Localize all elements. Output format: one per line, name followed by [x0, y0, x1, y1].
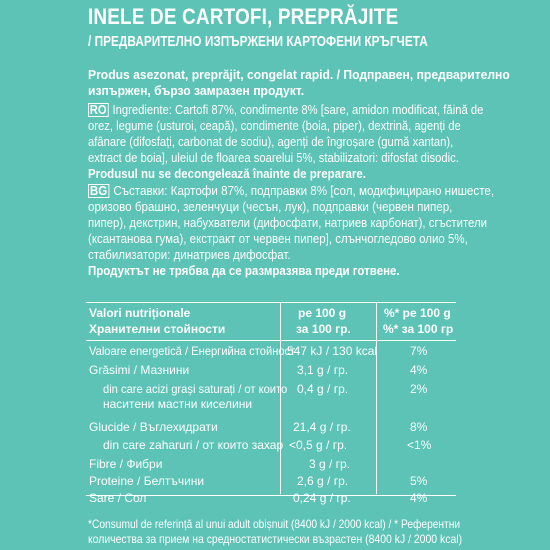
nutrient-value: 3 g / гр.: [309, 457, 351, 471]
nutrient-name-continued: наситени мастни киселини: [103, 397, 253, 411]
nutrient-percent: 2%: [410, 382, 428, 396]
nutrient-percent: 4%: [410, 363, 428, 377]
bg-ingredients-line: стабилизатори: динатриев дифосфат.: [88, 248, 291, 262]
ro-ingredients: [88, 102, 522, 182]
nutrient-value: 547 kJ / 130 kcal: [287, 344, 378, 358]
per-100g-header-ro: pe 100 g: [298, 306, 347, 320]
nutrient-name: Valoare energetică / Енергийна стойност: [89, 344, 296, 358]
nutrient-value: 21,4 g / гр.: [293, 420, 351, 434]
bg-ingredients: [88, 183, 522, 279]
bg-ingredients-line: (ксантанова гума), екстракт от червен пипер], слънчогледово олио 5%,: [88, 232, 468, 246]
table-divider: [376, 302, 377, 494]
table-header-divider: [86, 340, 456, 341]
reference-intake-footnote: [88, 517, 528, 547]
bg-ingredients-line: оризово брашно, зеленчуци (чесън, лук), подправки (червен пипер,: [88, 200, 453, 214]
bg-ingredients-line: пипер), декстрин, набухватели (дифосфати, натриев карбонат), сгъстители: [88, 216, 487, 230]
nutrition-header-ro: Valori nutriționale: [89, 306, 191, 320]
nutrient-value: 2,6 g / гр.: [297, 474, 349, 488]
nutrient-value: <0,5 g / гр.: [289, 438, 348, 452]
reference-intake-header-ro: %* pe 100 g: [384, 306, 451, 320]
footnote-line: *Consumul de referință al unui adult obișnuit (8400 kJ / 2000 kcal) / * Референтни: [88, 517, 461, 531]
table-divider: [280, 302, 281, 494]
nutrient-name: Grăsimi / Мазнини: [89, 363, 190, 377]
per-100g-header-bg: за 100 гр.: [296, 322, 351, 336]
product-description: [88, 67, 522, 99]
nutrient-name: Glucide / Въглехидрати: [89, 420, 218, 434]
nutrient-name: Fibre / Фибри: [89, 457, 163, 471]
footnote-line: количества за прием на средностатистически възрастен (8400 kJ / 2000 kcal): [88, 532, 463, 546]
bg-preparation-warning: Продуктът не трябва да се размразява преди готвене.: [88, 264, 400, 278]
nutrient-name: Proteine / Белтъчини: [89, 474, 205, 488]
nutrient-value: 0,24 g / гр.: [293, 491, 351, 505]
nutrient-percent: 5%: [410, 474, 428, 488]
ro-ingredients-line: afânare (difosfați, carbonat de sodiu), agenți de îngroșare (gumă xantan),: [88, 135, 454, 149]
ro-language-tag: RO: [89, 103, 107, 117]
nutrient-name: din care zaharuri / от които захар: [103, 438, 284, 452]
nutrient-percent: 4%: [410, 491, 428, 505]
product-title: INELE DE CARTOFI, PREPRĂJITE: [88, 4, 399, 29]
ro-ingredients-line: Ingrediente: Cartofi 87%, condimente 8% [sare, amidon modificat, făină de: [112, 103, 484, 117]
nutrient-name: Sare / Сол: [89, 491, 147, 505]
product-subtitle: / ПРЕДВАРИТЕЛНО ИЗПЪРЖЕНИ КАРТОФЕНИ КРЪГЧЕТА: [88, 33, 428, 50]
ro-ingredients-line: extract de boia], uleiul de floarea soarelui 5%, stabilizatori: difosfat disodic.: [88, 151, 459, 165]
bg-language-tag: BG: [89, 184, 108, 198]
ro-ingredients-line: orez, legume (usturoi, ceapă), condimente (boia, piper), dextrină, agenți de: [88, 119, 461, 133]
nutrient-percent: 8%: [410, 420, 428, 434]
nutrient-value: 0,4 g / гр.: [297, 382, 349, 396]
nutrient-value: 3,1 g / гр.: [297, 363, 349, 377]
nutrient-percent: 7%: [410, 344, 428, 358]
bg-ingredients-line: Съставки: Картофи 87%, подправки 8% [сол, модифицирано нишесте,: [113, 184, 495, 198]
nutrient-percent: <1%: [407, 438, 432, 452]
nutrient-name: din care acizi grași saturați / от които: [103, 382, 288, 396]
description-line: Produs asezonat, preprăjit, congelat rapid. / Подправен, предварително: [88, 68, 510, 82]
ro-preparation-warning: Produsul nu se decongelează înainte de preparare.: [88, 167, 367, 181]
description-line: изпържен, бързо замразен продукт.: [88, 84, 305, 98]
nutrition-header-bg: Хранителни стойности: [89, 322, 226, 336]
reference-intake-header-bg: %* за 100 гр: [383, 322, 454, 336]
